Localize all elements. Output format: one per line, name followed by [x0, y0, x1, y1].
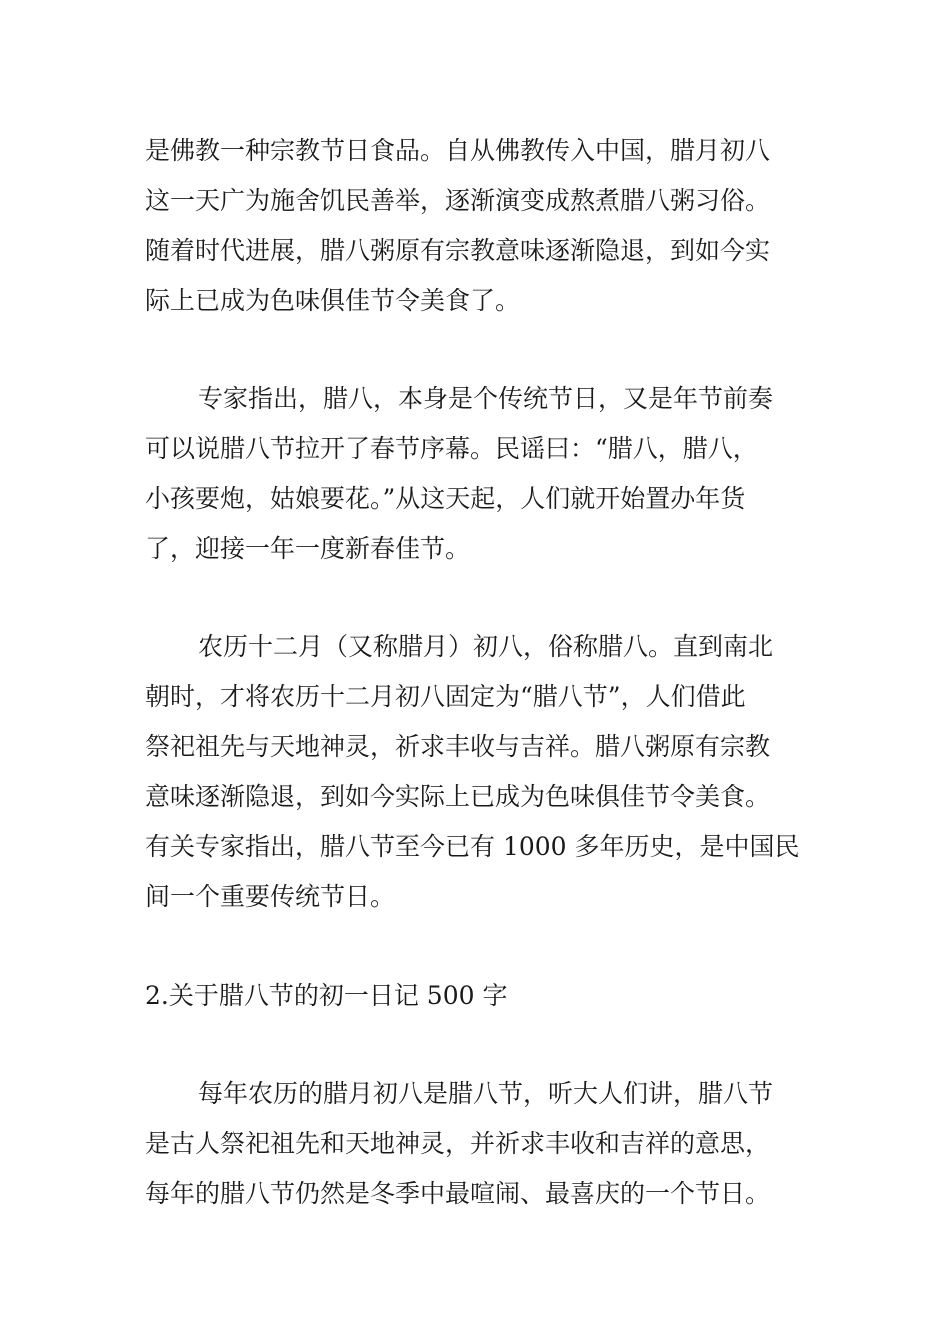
paragraph-line: 每年农历的腊月初八是腊八节，听大人们讲，腊八节: [198, 1079, 774, 1108]
paragraph-line: 农历十二月（又称腊月）初八，俗称腊八。直到南北: [198, 632, 774, 661]
paragraph-line: 是佛教一种宗教节日食品。自从佛教传入中国，腊月初八: [145, 136, 771, 165]
paragraph-line: 每年的腊八节仍然是冬季中最喧闹、最喜庆的一个节日。: [145, 1179, 771, 1208]
paragraph-line: 可以说腊八节拉开了春节序幕。民谣曰：“腊八，腊八，: [145, 434, 758, 463]
paragraph-line: 朝时，才将农历十二月初八固定为“腊八节”，人们借此: [145, 682, 746, 711]
paragraph-line: 小孩要炮，姑娘要花。”从这天起，人们就开始置办年货: [145, 484, 746, 513]
paragraph-line: 有关专家指出，腊八节至今已有 1000 多年历史，是中国民: [145, 832, 800, 861]
paragraph-line: 随着时代进展，腊八粥原有宗教意味逐渐隐退，到如今实: [145, 236, 771, 265]
section-heading: 2.关于腊八节的初一日记 500 字: [145, 981, 508, 1010]
paragraph-line: 了，迎接一年一度新春佳节。: [145, 534, 471, 563]
paragraph-line: 意味逐渐隐退，到如今实际上已成为色味俱佳节令美食。: [145, 782, 771, 811]
paragraph-line: 专家指出，腊八，本身是个传统节日，又是年节前奏: [198, 384, 774, 413]
paragraph-line: 是古人祭祀祖先和天地神灵，并祈求丰收和吉祥的意思，: [145, 1129, 771, 1158]
paragraph-line: 际上已成为色味俱佳节令美食了。: [145, 286, 521, 315]
paragraph-line: 祭祀祖先与天地神灵，祈求丰收与吉祥。腊八粥原有宗教: [145, 732, 771, 761]
paragraph-line: 间一个重要传统节日。: [145, 882, 396, 911]
paragraph-line: 这一天广为施舍饥民善举，逐渐演变成熬煮腊八粥习俗。: [145, 186, 771, 215]
